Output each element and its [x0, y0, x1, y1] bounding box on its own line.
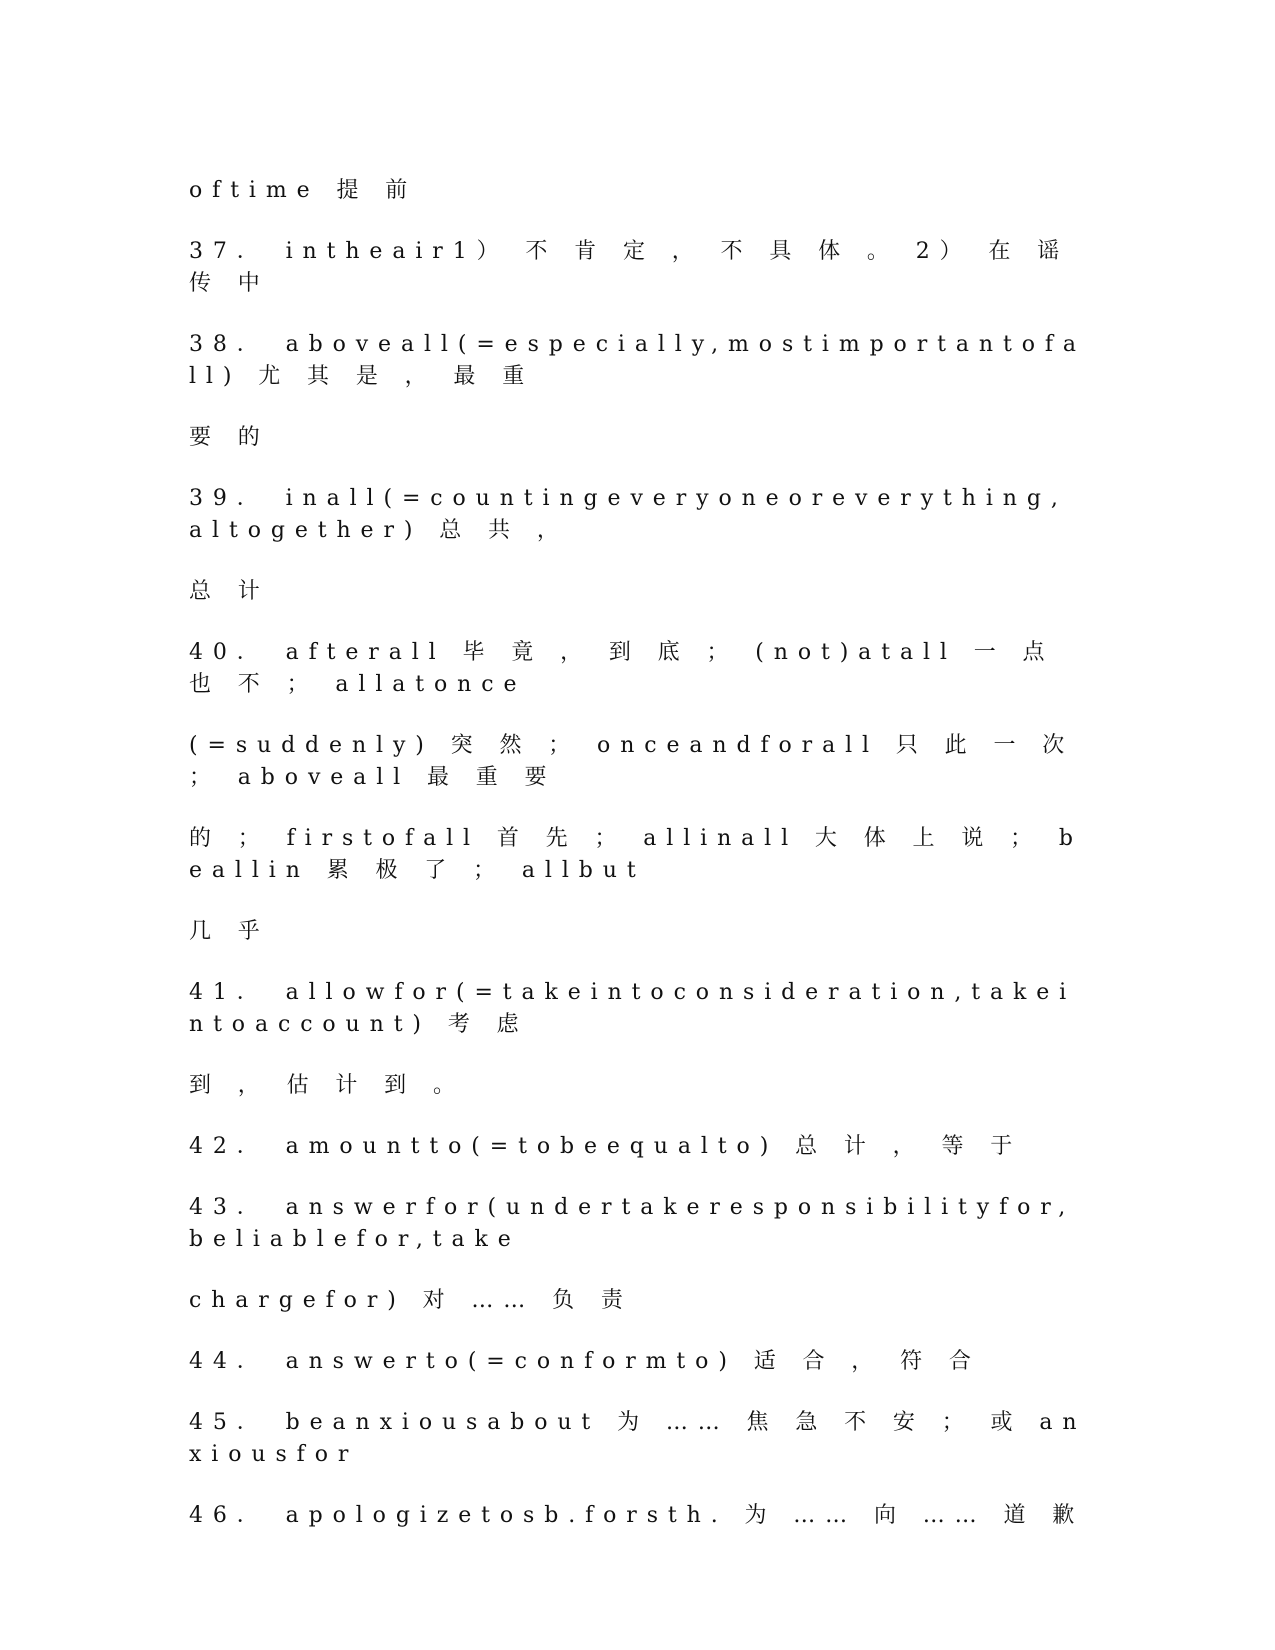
text-line: 44． answerto(=conformto) 适 合 ， 符 合 — [189, 1349, 981, 1374]
text-line: 41． allowfor(=takeintoconsideration,takeintoaccount) 考 虑 — [189, 980, 1077, 1037]
text-line: 的 ； firstofall 首 先 ； allinall 大 体 上 说 ； beallin 累 极 了 ； allbut — [189, 826, 1083, 883]
text-line: 38． aboveall(=especially,mostimportantofall) 尤 其 是 ， 最 重 — [189, 332, 1086, 389]
text-line: 几 乎 — [189, 919, 270, 944]
text-line: oftime 提 前 — [189, 178, 418, 203]
text-line: chargefor) 对 …… 负 责 — [189, 1288, 633, 1313]
text-line: 45． beanxiousabout 为 …… 焦 急 不 安 ； 或 anxiousfor — [189, 1410, 1087, 1467]
text-line: 要 的 — [189, 425, 270, 450]
text-line: (=suddenly) 突 然 ； onceandforall 只 此 一 次 ； aboveall 最 重 要 — [189, 733, 1075, 790]
text-line: 39． inall(=countingeveryoneoreverything,altogether) 总 共 ， — [189, 486, 1068, 543]
text-line: 42． amountto(=tobeequalto) 总 计 ， 等 于 — [189, 1134, 1023, 1159]
text-line: 46． apologizetosb.forsth. 为 …… 向 …… 道 歉 — [189, 1503, 1085, 1528]
text-line: 37． intheair1） 不 肯 定 ， 不 具 体 。 2） 在 谣 传 中 — [189, 239, 1070, 296]
text-line: 43． answerfor(undertakeresponsibilityfor,beliablefor,take — [189, 1195, 1076, 1252]
text-line: 总 计 — [189, 579, 270, 604]
text-line: 40． afterall 毕 竟 ， 到 底 ； (not)atall 一 点 也 不 ； allatonce — [189, 640, 1055, 697]
text-line: 到 ， 估 计 到 。 — [189, 1073, 465, 1098]
document-body — [189, 175, 1089, 1532]
